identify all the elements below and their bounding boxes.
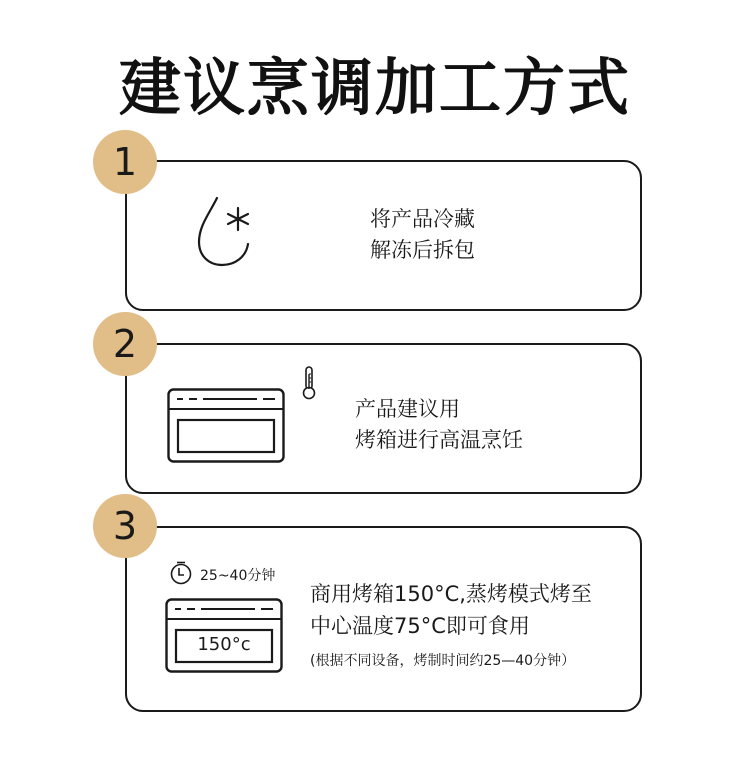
step-badge-3: 3 bbox=[93, 494, 157, 558]
step-2-line-1: 产品建议用 bbox=[355, 397, 460, 421]
step-badge-1: 1 bbox=[93, 130, 157, 194]
step-1-text bbox=[370, 204, 475, 266]
oven-icon bbox=[167, 388, 285, 464]
page-title: 建议烹调加工方式 bbox=[118, 51, 631, 124]
step-1-line-2: 解冻后拆包 bbox=[370, 238, 475, 262]
step-3-line-2: 中心温度75°C即可食用 bbox=[310, 614, 530, 638]
thermometer-icon bbox=[300, 366, 318, 400]
step-2-line-2: 烤箱进行高温烹饪 bbox=[355, 428, 523, 452]
oven-display: 150°c bbox=[197, 634, 251, 655]
step-badge-2: 2 bbox=[93, 312, 157, 376]
drop-snowflake-icon bbox=[195, 196, 255, 268]
clock-icon bbox=[169, 561, 193, 585]
step-3-text bbox=[310, 578, 592, 642]
step-3-note: (根据不同设备，烤制时间约25—40分钟） bbox=[310, 653, 576, 669]
step-1-line-1: 将产品冷藏 bbox=[370, 207, 475, 231]
step-3-line-1: 商用烤箱150°C,蒸烤模式烤至 bbox=[310, 582, 592, 606]
step-2-text bbox=[355, 394, 523, 456]
timer-label: 25~40分钟 bbox=[200, 568, 276, 584]
